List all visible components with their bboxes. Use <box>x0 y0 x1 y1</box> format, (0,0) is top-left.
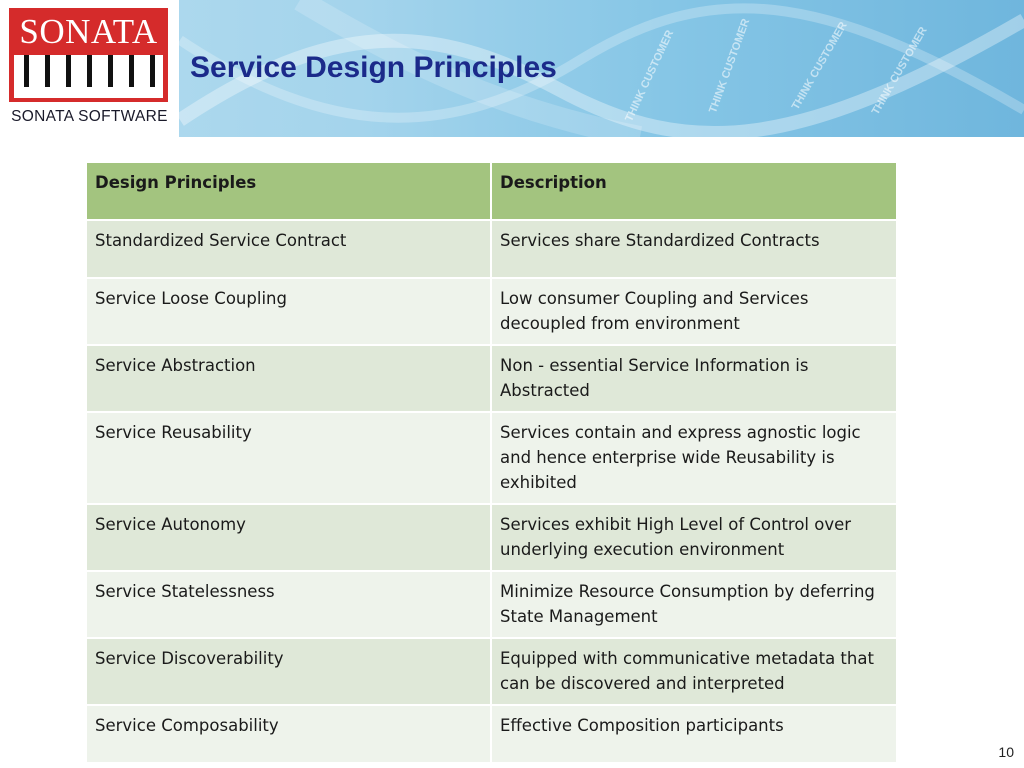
description-cell: Equipped with communicative metadata that can be discovered and interpreted <box>491 638 897 705</box>
principle-cell: Service Abstraction <box>86 345 491 412</box>
deco-text: THINK CUSTOMER <box>869 24 930 118</box>
deco-text: THINK CUSTOMER <box>707 17 753 115</box>
table-row <box>86 278 897 345</box>
table-row <box>86 571 897 638</box>
description-cell: Services exhibit High Level of Control over underlying execution environment <box>491 504 897 571</box>
header-banner <box>0 0 1024 137</box>
principle-cell: Service Statelessness <box>86 571 491 638</box>
column-header: Design Principles <box>86 162 491 220</box>
deco-text: THINK CUSTOMER <box>789 19 850 113</box>
column-header: Description <box>491 162 897 220</box>
page-number: 10 <box>998 744 1014 760</box>
principle-cell: Service Composability <box>86 705 491 763</box>
principle-cell: Service Autonomy <box>86 504 491 571</box>
description-cell: Low consumer Coupling and Services decoupled from environment <box>491 278 897 345</box>
table-row <box>86 412 897 504</box>
page-title: Service Design Principles <box>190 51 557 84</box>
logo-wordmark: SONATA <box>19 12 158 51</box>
piano-keys-icon <box>14 55 163 98</box>
table-row <box>86 220 897 278</box>
table-header-row <box>86 162 897 220</box>
logo-subtitle: SONATA SOFTWARE <box>11 108 168 125</box>
description-cell: Services share Standardized Contracts <box>491 220 897 278</box>
design-principles-table <box>85 161 898 764</box>
table-row <box>86 345 897 412</box>
description-cell: Effective Composition participants <box>491 705 897 763</box>
logo-red-panel <box>9 8 168 102</box>
principle-cell: Service Discoverability <box>86 638 491 705</box>
table-row <box>86 504 897 571</box>
description-cell: Non - essential Service Information is Abstracted <box>491 345 897 412</box>
principle-cell: Service Reusability <box>86 412 491 504</box>
table-row <box>86 705 897 763</box>
description-cell: Services contain and express agnostic logic and hence enterprise wide Reusability is exhibited <box>491 412 897 504</box>
table-row <box>86 638 897 705</box>
principle-cell: Standardized Service Contract <box>86 220 491 278</box>
company-logo <box>0 0 179 137</box>
deco-text: THINK CUSTOMER <box>623 28 677 124</box>
description-cell: Minimize Resource Consumption by deferring State Management <box>491 571 897 638</box>
principle-cell: Service Loose Coupling <box>86 278 491 345</box>
